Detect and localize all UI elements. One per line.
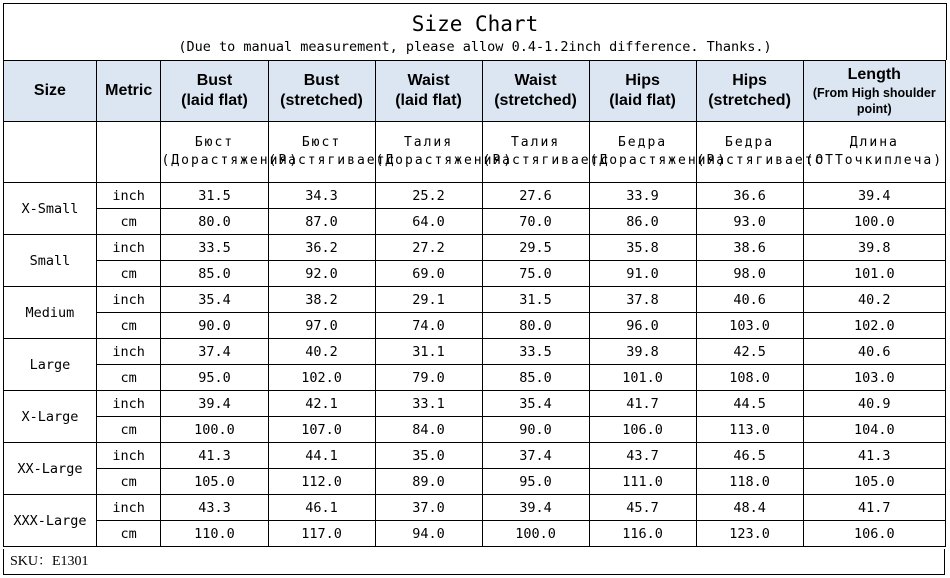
value-cell: 85.0 xyxy=(482,365,589,391)
value-cell: 95.0 xyxy=(161,365,268,391)
header-sublabel: (laid flat) xyxy=(395,92,462,109)
header-sublabel: (From High shoulder point) xyxy=(812,86,936,116)
unit-cell: cm xyxy=(96,209,161,235)
value-cell: 39.8 xyxy=(803,235,945,261)
value-cell: 75.0 xyxy=(482,261,589,287)
value-cell: 103.0 xyxy=(803,365,945,391)
table-row xyxy=(4,287,946,313)
value-cell: 31.1 xyxy=(375,339,482,365)
value-cell: 96.0 xyxy=(589,313,696,339)
value-cell: 84.0 xyxy=(375,417,482,443)
ru-label: Бедра (Растягиваетс xyxy=(696,122,803,183)
value-cell: 35.4 xyxy=(161,287,268,313)
value-cell: 31.5 xyxy=(161,183,268,209)
ru-empty-cell xyxy=(96,122,161,183)
value-cell: 43.3 xyxy=(161,495,268,521)
value-cell: 90.0 xyxy=(161,313,268,339)
value-cell: 93.0 xyxy=(696,209,803,235)
size-name-cell: Small xyxy=(4,235,97,287)
unit-cell: cm xyxy=(96,313,161,339)
header-label: Waist xyxy=(514,72,557,89)
unit-cell: inch xyxy=(96,495,161,521)
value-cell: 100.0 xyxy=(482,521,589,547)
size-table-body xyxy=(4,183,946,547)
table-row xyxy=(4,183,946,209)
value-cell: 38.2 xyxy=(268,287,375,313)
value-cell: 113.0 xyxy=(696,417,803,443)
header-waist-flat xyxy=(375,61,482,122)
header-label: Bust xyxy=(196,72,233,89)
value-cell: 41.3 xyxy=(803,443,945,469)
page-subtitle: (Due to manual measurement, please allow 0.4-1.2inch difference. Thanks.) xyxy=(178,39,772,55)
value-cell: 100.0 xyxy=(803,209,945,235)
header-bust-stretched xyxy=(268,61,375,122)
value-cell: 39.8 xyxy=(589,339,696,365)
header-hips-flat xyxy=(589,61,696,122)
value-cell: 89.0 xyxy=(375,469,482,495)
value-cell: 42.5 xyxy=(696,339,803,365)
value-cell: 95.0 xyxy=(482,469,589,495)
value-cell: 41.3 xyxy=(161,443,268,469)
ru-label: Талия (Дорастяжения) xyxy=(375,122,482,183)
header-label: Waist xyxy=(407,72,450,89)
header-sublabel: (stretched) xyxy=(280,92,363,109)
header-label: Bust xyxy=(303,72,340,89)
size-name-cell: Medium xyxy=(4,287,97,339)
value-cell: 42.1 xyxy=(268,391,375,417)
value-cell: 108.0 xyxy=(696,365,803,391)
value-cell: 80.0 xyxy=(482,313,589,339)
value-cell: 86.0 xyxy=(589,209,696,235)
value-cell: 36.2 xyxy=(268,235,375,261)
value-cell: 35.0 xyxy=(375,443,482,469)
value-cell: 64.0 xyxy=(375,209,482,235)
header-sublabel: (laid flat) xyxy=(181,92,248,109)
size-name-cell: XXX-Large xyxy=(4,495,97,547)
value-cell: 37.8 xyxy=(589,287,696,313)
value-cell: 101.0 xyxy=(803,261,945,287)
value-cell: 94.0 xyxy=(375,521,482,547)
table-row xyxy=(4,365,946,391)
value-cell: 70.0 xyxy=(482,209,589,235)
header-label: Length xyxy=(847,66,901,83)
ru-label: Бюст (Дорастяжения) xyxy=(161,122,268,183)
value-cell: 33.5 xyxy=(482,339,589,365)
ru-label: Бедра (Дорастяжения) xyxy=(589,122,696,183)
value-cell: 39.4 xyxy=(161,391,268,417)
size-name-cell: Large xyxy=(4,339,97,391)
header-waist-stretched xyxy=(482,61,589,122)
table-row xyxy=(4,495,946,521)
value-cell: 104.0 xyxy=(803,417,945,443)
value-cell: 29.1 xyxy=(375,287,482,313)
table-row xyxy=(4,339,946,365)
size-name-cell: X-Small xyxy=(4,183,97,235)
value-cell: 105.0 xyxy=(161,469,268,495)
unit-cell: inch xyxy=(96,287,161,313)
value-cell: 37.4 xyxy=(482,443,589,469)
unit-cell: cm xyxy=(96,261,161,287)
value-cell: 92.0 xyxy=(268,261,375,287)
value-cell: 45.7 xyxy=(589,495,696,521)
value-cell: 39.4 xyxy=(803,183,945,209)
value-cell: 91.0 xyxy=(589,261,696,287)
value-cell: 38.6 xyxy=(696,235,803,261)
unit-cell: cm xyxy=(96,417,161,443)
table-row xyxy=(4,235,946,261)
value-cell: 118.0 xyxy=(696,469,803,495)
size-table xyxy=(3,60,946,547)
value-cell: 35.8 xyxy=(589,235,696,261)
value-cell: 106.0 xyxy=(589,417,696,443)
header-sublabel: (laid flat) xyxy=(609,92,676,109)
value-cell: 98.0 xyxy=(696,261,803,287)
value-cell: 48.4 xyxy=(696,495,803,521)
value-cell: 41.7 xyxy=(803,495,945,521)
value-cell: 97.0 xyxy=(268,313,375,339)
header-size: Size xyxy=(4,61,97,122)
unit-cell: cm xyxy=(96,469,161,495)
value-cell: 85.0 xyxy=(161,261,268,287)
value-cell: 106.0 xyxy=(803,521,945,547)
value-cell: 39.4 xyxy=(482,495,589,521)
title-box xyxy=(3,3,947,60)
value-cell: 41.7 xyxy=(589,391,696,417)
header-hips-stretched xyxy=(696,61,803,122)
value-cell: 44.1 xyxy=(268,443,375,469)
unit-cell: inch xyxy=(96,235,161,261)
value-cell: 34.3 xyxy=(268,183,375,209)
value-cell: 117.0 xyxy=(268,521,375,547)
table-row xyxy=(4,417,946,443)
value-cell: 102.0 xyxy=(268,365,375,391)
value-cell: 101.0 xyxy=(589,365,696,391)
ru-label: Талия (Растягиваетс xyxy=(482,122,589,183)
value-cell: 31.5 xyxy=(482,287,589,313)
value-cell: 44.5 xyxy=(696,391,803,417)
value-cell: 27.6 xyxy=(482,183,589,209)
header-metric: Metric xyxy=(96,61,161,122)
value-cell: 43.7 xyxy=(589,443,696,469)
header-label: Hips xyxy=(625,72,660,89)
value-cell: 90.0 xyxy=(482,417,589,443)
value-cell: 74.0 xyxy=(375,313,482,339)
table-row xyxy=(4,443,946,469)
size-chart-sheet xyxy=(3,0,947,578)
value-cell: 40.2 xyxy=(268,339,375,365)
value-cell: 79.0 xyxy=(375,365,482,391)
value-cell: 46.1 xyxy=(268,495,375,521)
unit-cell: inch xyxy=(96,339,161,365)
header-row xyxy=(4,61,946,122)
table-row xyxy=(4,391,946,417)
russian-header-row xyxy=(4,122,946,183)
page-title: Size Chart xyxy=(411,12,539,36)
table-row xyxy=(4,313,946,339)
value-cell: 103.0 xyxy=(696,313,803,339)
value-cell: 36.6 xyxy=(696,183,803,209)
value-cell: 87.0 xyxy=(268,209,375,235)
value-cell: 37.4 xyxy=(161,339,268,365)
value-cell: 40.6 xyxy=(803,339,945,365)
value-cell: 33.1 xyxy=(375,391,482,417)
ru-label: Бюст (Растягиваетс xyxy=(268,122,375,183)
value-cell: 105.0 xyxy=(803,469,945,495)
unit-cell: cm xyxy=(96,521,161,547)
table-row xyxy=(4,261,946,287)
value-cell: 102.0 xyxy=(803,313,945,339)
unit-cell: cm xyxy=(96,365,161,391)
header-sublabel: (stretched) xyxy=(494,92,577,109)
value-cell: 110.0 xyxy=(161,521,268,547)
header-length xyxy=(803,61,945,122)
value-cell: 46.5 xyxy=(696,443,803,469)
header-bust-flat xyxy=(161,61,268,122)
value-cell: 123.0 xyxy=(696,521,803,547)
table-row xyxy=(4,521,946,547)
value-cell: 27.2 xyxy=(375,235,482,261)
value-cell: 100.0 xyxy=(161,417,268,443)
value-cell: 69.0 xyxy=(375,261,482,287)
value-cell: 116.0 xyxy=(589,521,696,547)
value-cell: 37.0 xyxy=(375,495,482,521)
value-cell: 25.2 xyxy=(375,183,482,209)
value-cell: 40.9 xyxy=(803,391,945,417)
sku-label: SKU：E1301 xyxy=(3,549,945,575)
value-cell: 80.0 xyxy=(161,209,268,235)
ru-empty-cell xyxy=(4,122,97,183)
header-label: Hips xyxy=(732,72,767,89)
value-cell: 107.0 xyxy=(268,417,375,443)
unit-cell: inch xyxy=(96,183,161,209)
unit-cell: inch xyxy=(96,391,161,417)
size-name-cell: XX-Large xyxy=(4,443,97,495)
value-cell: 112.0 xyxy=(268,469,375,495)
size-name-cell: X-Large xyxy=(4,391,97,443)
value-cell: 29.5 xyxy=(482,235,589,261)
header-sublabel: (stretched) xyxy=(708,92,791,109)
value-cell: 33.5 xyxy=(161,235,268,261)
value-cell: 111.0 xyxy=(589,469,696,495)
ru-label: Длина (ОТТочкиплеча) xyxy=(803,122,945,183)
value-cell: 40.6 xyxy=(696,287,803,313)
value-cell: 40.2 xyxy=(803,287,945,313)
value-cell: 33.9 xyxy=(589,183,696,209)
table-row xyxy=(4,469,946,495)
value-cell: 35.4 xyxy=(482,391,589,417)
table-row xyxy=(4,209,946,235)
unit-cell: inch xyxy=(96,443,161,469)
